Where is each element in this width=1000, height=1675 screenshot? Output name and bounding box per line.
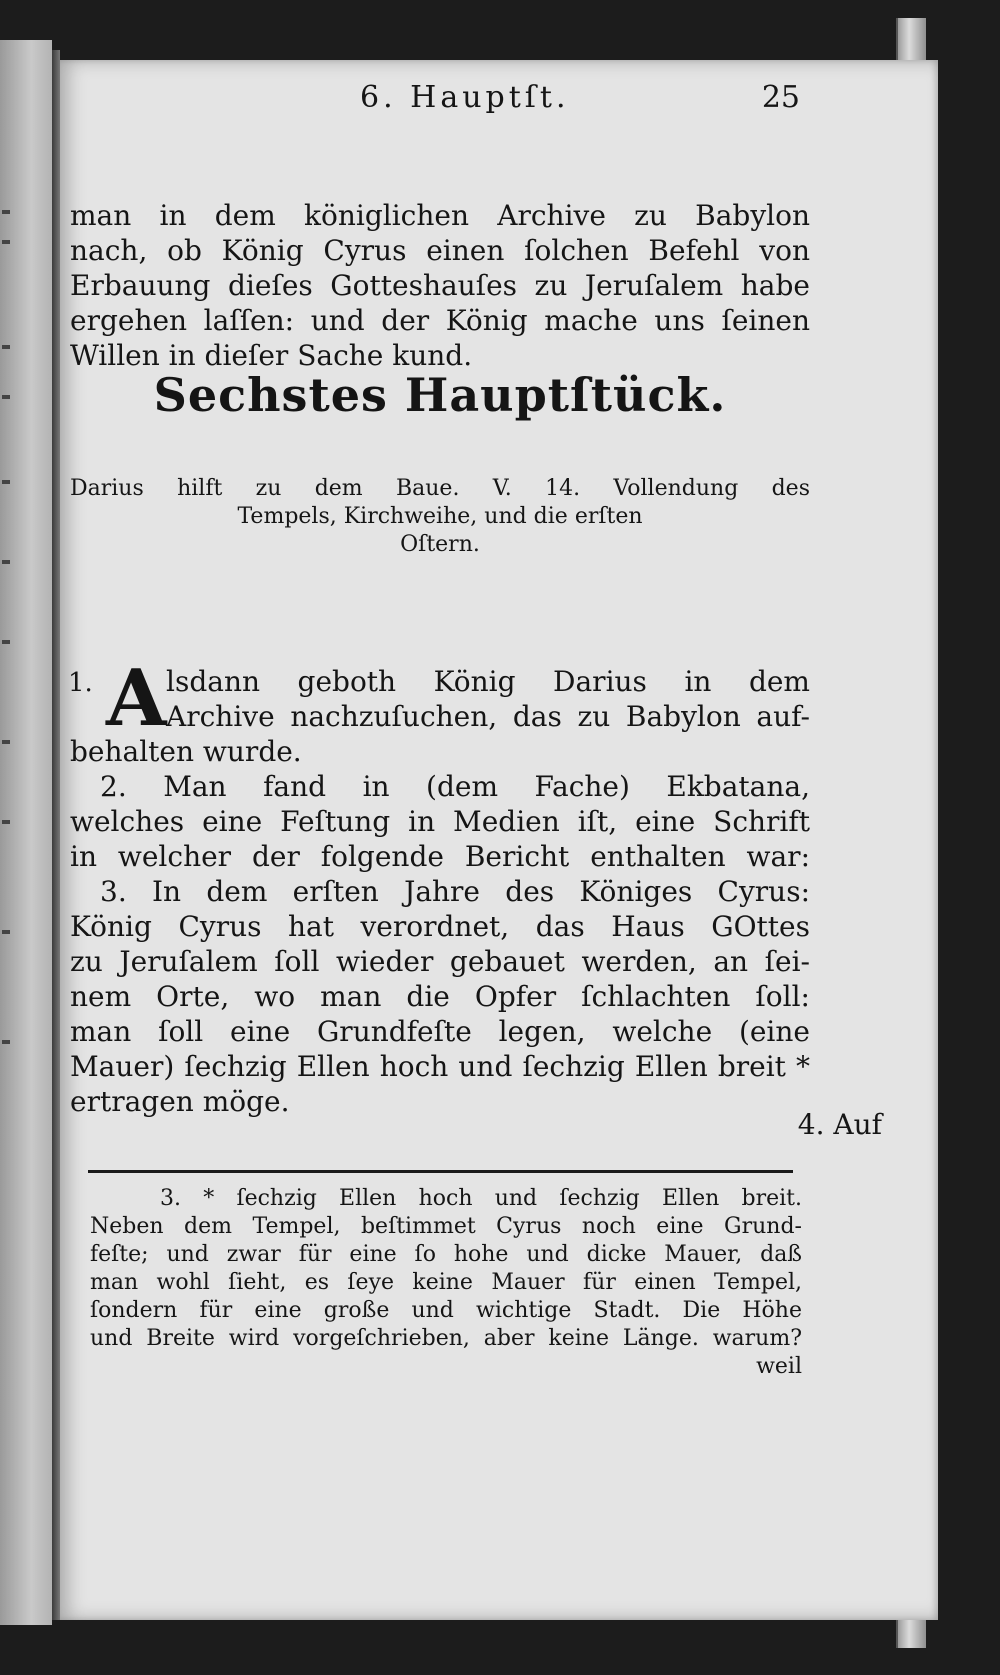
text-line: Willen in dieſer Sache kund.: [70, 339, 473, 372]
summary-line: Tempels, Kirchweihe, und die erſten: [237, 504, 643, 529]
summary-line: Darius hilft zu dem Baue. V. 14. Vollendung des: [70, 476, 810, 501]
footnote-line: Neben dem Tempel, beſtimmet Cyrus noch eine Grund-: [90, 1214, 802, 1239]
text-line: Mauer) ſechzig Ellen hoch und ſechzig Ellen breit *: [70, 1050, 810, 1083]
book-gutter: [52, 50, 60, 1620]
text-line: behalten wurde.: [70, 735, 302, 768]
text-line: Erbauung dieſes Gotteshauſes zu Jeruſalem habe: [70, 269, 810, 302]
text-line: 3. In dem erſten Jahre des Königes Cyrus:: [100, 875, 810, 908]
chapter-title: Sechstes Hauptſtück.: [153, 368, 727, 422]
text-line: man in dem königlichen Archive zu Babylon: [70, 199, 810, 232]
catchword: 4. Auf: [797, 1108, 882, 1141]
summary-line: Oſtern.: [400, 532, 480, 557]
page-header: [70, 80, 800, 130]
verse-number-1: 1.: [68, 668, 93, 698]
verse-body: [70, 734, 810, 1119]
footnote-line: ſondern für eine große und wichtige Stadt. Die Höhe: [90, 1298, 802, 1323]
chapter-summary: [70, 475, 810, 559]
footnote-line: man wohl ſieht, es ſeye keine Mauer für einen Tempel,: [90, 1270, 802, 1295]
top-paragraph: [70, 198, 810, 373]
footnote-line: feſte; und zwar für eine ſo hohe und dicke Mauer, daß: [90, 1242, 802, 1267]
facing-page-edge: [0, 40, 52, 1625]
text-line: Archive nachzuſuchen, das zu Babylon auf-: [166, 700, 810, 733]
text-line: welches eine Feſtung in Medien iſt, eine Schrift: [70, 805, 810, 838]
text-line: man ſoll eine Grundfeſte legen, welche (eine: [70, 1015, 810, 1048]
page-number: 25: [761, 80, 800, 115]
footnote-line: und Breite wird vorgeſchrieben, aber keine Länge. warum?: [90, 1326, 802, 1351]
text-line: ergehen laſſen: und der König mache uns ſeinen: [70, 304, 810, 337]
footnote: [90, 1185, 802, 1381]
footnote-line: 3. * ſechzig Ellen hoch und ſechzig Ellen breit.: [160, 1186, 802, 1211]
drop-cap-letter: A: [106, 653, 167, 744]
text-line: zu Jeruſalem ſoll wieder gebauet werden, an ſei-: [70, 945, 810, 978]
footnote-rule: [88, 1170, 793, 1173]
footnote-catchword: weil: [756, 1354, 802, 1379]
running-head: 6. Hauptſt.: [360, 80, 570, 115]
text-line: ertragen möge.: [70, 1085, 290, 1118]
text-line: in welcher der folgende Bericht enthalten war:: [70, 840, 810, 873]
text-line: 2. Man fand in (dem Fache) Ekbatana,: [100, 770, 810, 803]
text-line: nach, ob König Cyrus einen ſolchen Befehl von: [70, 234, 810, 267]
text-line: König Cyrus hat verordnet, das Haus GOttes: [70, 910, 810, 943]
text-line: nem Orte, wo man die Opfer ſchlachten ſoll:: [70, 980, 810, 1013]
text-line: lsdann geboth König Darius in dem: [166, 665, 810, 698]
verse-1-lines: [68, 653, 810, 744]
